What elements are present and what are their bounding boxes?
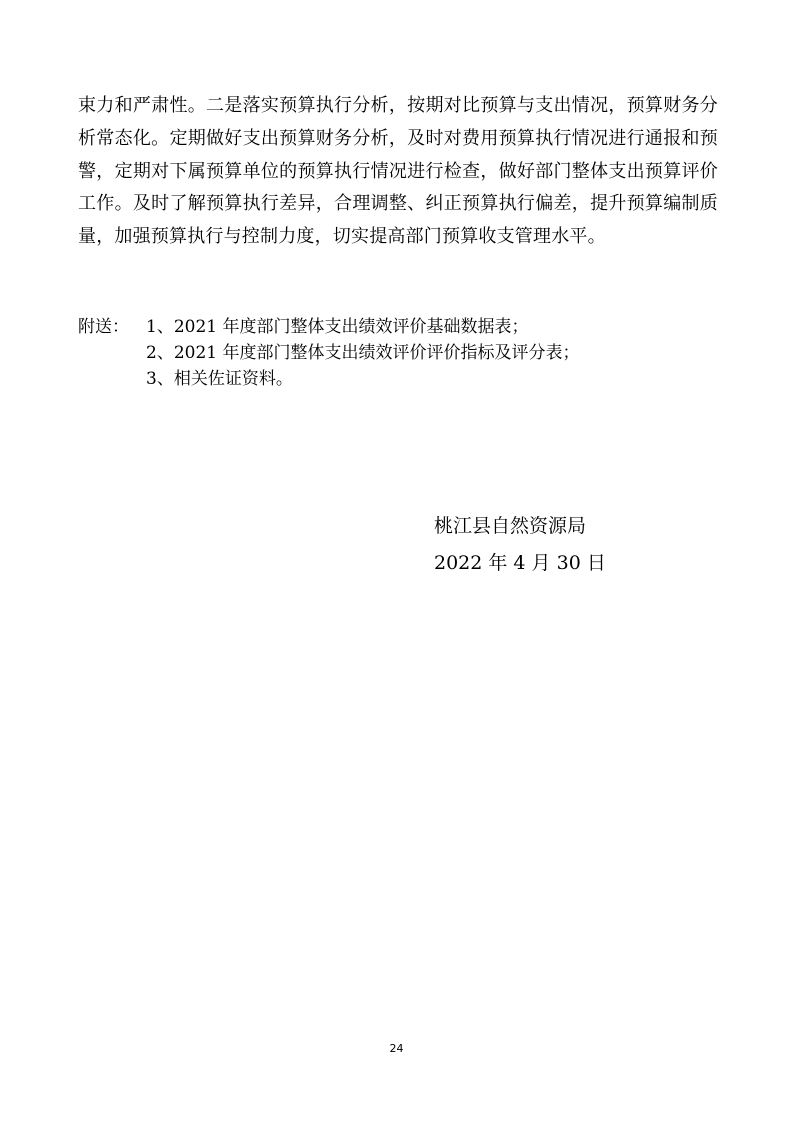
- signature-date: 2022 年 4 月 30 日: [434, 552, 606, 574]
- attachment-row-2: [78, 340, 718, 366]
- signature-block: [434, 508, 606, 582]
- attachment-row-3: [78, 366, 718, 392]
- attachments-section: [78, 314, 718, 392]
- attachment-item-2: 2、2021 年度部门整体支出绩效评价评价指标及评分表；: [146, 343, 580, 363]
- body-paragraph: [78, 90, 718, 254]
- attachment-indent: [78, 366, 146, 392]
- attachments-label: 附送：: [78, 317, 129, 337]
- attachment-indent: [78, 340, 146, 366]
- attachment-item-3: 3、相关佐证资料。: [146, 369, 293, 389]
- page-number: 24: [389, 1042, 404, 1055]
- body-line-5: 量，加强预算执行与控制力度，切实提高部门预算收支管理水平。: [78, 226, 606, 248]
- body-line-3: 警，定期对下属预算单位的预算执行情况进行检查，做好部门整体支出预算评价: [78, 160, 718, 182]
- attachment-item-1: 1、2021 年度部门整体支出绩效评价基础数据表；: [146, 317, 529, 337]
- body-line-2: 析常态化。定期做好支出预算财务分析，及时对费用预算执行情况进行通报和预: [78, 127, 718, 149]
- body-line-1: 束力和严肃性。二是落实预算执行分析，按期对比预算与支出情况，预算财务分: [78, 95, 718, 116]
- signature-organization: 桃江县自然资源局: [434, 515, 587, 537]
- attachment-row-1: [78, 314, 718, 340]
- body-line-4: 工作。及时了解预算执行差异，合理调整、纠正预算执行偏差，提升预算编制质: [78, 193, 718, 215]
